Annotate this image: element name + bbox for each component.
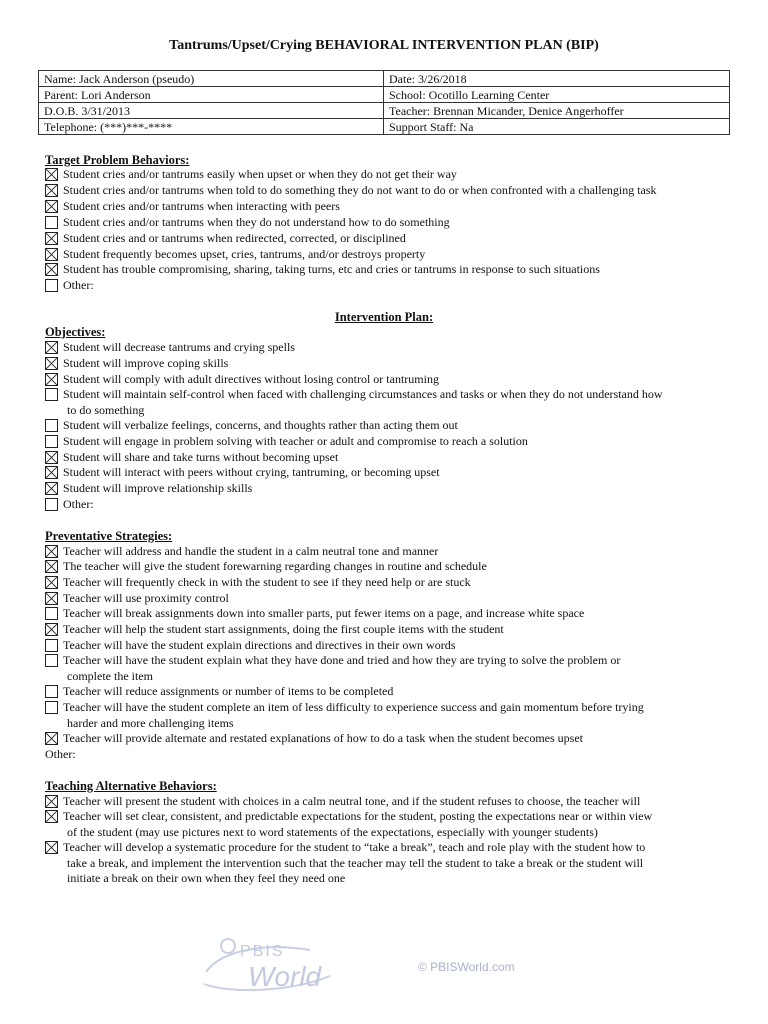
strategy-item (45, 622, 735, 638)
item-text: Teacher will have the student explain what they have done and tried and how they are trying to solve the problem or (63, 653, 621, 667)
pbisworld-logo (200, 932, 400, 996)
checkbox[interactable] (45, 639, 58, 652)
strategy-item (45, 731, 735, 747)
checkbox[interactable] (45, 216, 58, 229)
objective-item (45, 497, 735, 513)
item-text: Student cries and/or tantrums easily when upset or when they do not get their way (63, 167, 457, 181)
teaching-item (45, 840, 735, 887)
item-text: Student cries and/or tantrums when interacting with peers (63, 199, 340, 213)
item-text: Teacher will address and handle the student in a calm neutral tone and manner (63, 544, 439, 558)
teaching-alternative-behaviors-heading: Teaching Alternative Behaviors: (45, 779, 217, 793)
checkbox[interactable] (45, 560, 58, 573)
checkbox[interactable] (45, 435, 58, 448)
checkbox[interactable] (45, 184, 58, 197)
item-text: Student will decrease tantrums and crying spells (63, 340, 295, 354)
item-text: Student cries and/or tantrums when told to do something they do not want to do or when confronted with a challenging task (63, 183, 657, 197)
item-text: Teacher will present the student with choices in a calm neutral tone, and if the student refuses to choose, the teacher will (63, 794, 641, 808)
item-text: Other: (63, 278, 94, 292)
objective-item (45, 450, 735, 466)
objective-item (45, 387, 735, 418)
item-text-continued: complete the item (67, 668, 153, 683)
checkbox[interactable] (45, 498, 58, 511)
teaching-item (45, 809, 735, 840)
strategy-item (45, 684, 735, 700)
teacher-cell: Teacher: Brennan Micander, Denice Angerhoffer (384, 103, 730, 119)
table-row (39, 71, 730, 87)
checkbox[interactable] (45, 810, 58, 823)
target-behavior-item (45, 215, 735, 231)
objective-item (45, 465, 735, 481)
item-text: Student cries and/or tantrums when they do not understand how to do something (63, 215, 450, 229)
objectives-heading: Objectives: (45, 325, 106, 339)
checkbox[interactable] (45, 623, 58, 636)
checkbox[interactable] (45, 248, 58, 261)
objective-item (45, 356, 735, 372)
name-cell: Name: Jack Anderson (pseudo) (39, 71, 384, 87)
item-text: Student will comply with adult directives without losing control or tantruming (63, 372, 439, 386)
checkbox[interactable] (45, 388, 58, 401)
checkbox[interactable] (45, 419, 58, 432)
checkbox[interactable] (45, 576, 58, 589)
strategy-item (45, 559, 735, 575)
checkbox[interactable] (45, 373, 58, 386)
item-text: Teacher will break assignments down into smaller parts, put fewer items on a page, and increase white space (63, 606, 585, 620)
item-text: Teacher will have the student explain directions and directives in their own words (63, 638, 456, 652)
strategy-item (45, 638, 735, 654)
objective-item (45, 418, 735, 434)
item-text-continued: of the student (may use pictures next to word statements of the expectations, especially with younger students) (67, 824, 598, 839)
checkbox[interactable] (45, 200, 58, 213)
preventative-other-label: Other: (45, 747, 76, 761)
checkbox[interactable] (45, 795, 58, 808)
logo-text-bottom: World (248, 961, 322, 992)
checkbox[interactable] (45, 607, 58, 620)
checkbox[interactable] (45, 263, 58, 276)
dob-cell: D.O.B. 3/31/2013 (39, 103, 384, 119)
checkbox[interactable] (45, 482, 58, 495)
item-text: Student will maintain self-control when faced with challenging circumstances and tasks or when they do not understand how (63, 387, 663, 401)
objective-item (45, 481, 735, 497)
checkbox[interactable] (45, 341, 58, 354)
item-text-continued: take a break, and implement the intervention such that the teacher may tell the student to take a break or the student will (67, 855, 644, 870)
strategy-item (45, 700, 735, 731)
item-text: Student will improve coping skills (63, 356, 229, 370)
item-text: Teacher will help the student start assignments, doing the first couple items with the student (63, 622, 504, 636)
item-text: Student will share and take turns without becoming upset (63, 450, 339, 464)
objective-item (45, 340, 735, 356)
checkbox[interactable] (45, 451, 58, 464)
date-cell: Date: 3/26/2018 (384, 71, 730, 87)
target-behavior-item (45, 199, 735, 215)
telephone-cell: Telephone: (***)***-**** (39, 119, 384, 135)
strategy-item (45, 575, 735, 591)
copyright-text: © PBISWorld.com (418, 960, 515, 974)
table-row (39, 87, 730, 103)
target-behavior-item (45, 247, 735, 263)
item-text-continued: initiate a break on their own when they feel they need one (67, 871, 346, 885)
checkbox[interactable] (45, 654, 58, 667)
item-text: Teacher will provide alternate and restated explanations of how to do a task when the student becomes upset (63, 731, 583, 745)
intervention-plan-heading-suffix: : (428, 310, 434, 324)
table-row (39, 119, 730, 135)
strategy-item (45, 544, 735, 560)
teaching-item (45, 794, 735, 810)
item-text: Teacher will reduce assignments or number of items to be completed (63, 684, 394, 698)
item-text: Teacher will use proximity control (63, 591, 229, 605)
table-row (39, 103, 730, 119)
checkbox[interactable] (45, 232, 58, 245)
item-text: The teacher will give the student forewarning regarding changes in routine and schedule (63, 559, 487, 573)
support-staff-cell: Support Staff: Na (384, 119, 730, 135)
checkbox[interactable] (45, 545, 58, 558)
objective-item (45, 434, 735, 450)
checkbox[interactable] (45, 357, 58, 370)
strategy-item (45, 653, 735, 684)
target-behavior-item (45, 167, 735, 183)
parent-cell: Parent: Lori Anderson (39, 87, 384, 103)
item-text: Student will verbalize feelings, concerns, and thoughts rather than acting them out (63, 418, 458, 432)
item-text: Teacher will have the student complete an item of less difficulty to experience success and gain momentum before trying (63, 700, 644, 714)
target-behavior-item (45, 278, 735, 294)
school-cell: School: Ocotillo Learning Center (384, 87, 730, 103)
item-text: Teacher will develop a systematic procedure for the student to “take a break”, teach and role play with the student how to (63, 840, 646, 854)
strategy-item (45, 591, 735, 607)
target-behaviors-heading-suffix: : (185, 153, 190, 167)
target-behavior-item (45, 262, 735, 278)
target-behaviors-heading (45, 152, 189, 168)
item-text: Student cries and or tantrums when redirected, corrected, or disciplined (63, 231, 406, 245)
checkbox[interactable] (45, 168, 58, 181)
target-behavior-item (45, 231, 735, 247)
target-behaviors-heading-text: Target Problem Behaviors (45, 153, 186, 167)
item-text: Student has trouble compromising, sharing, taking turns, etc and cries or tantrums in response to such situations (63, 262, 600, 276)
item-text: Student will engage in problem solving with teacher or adult and compromise to reach a solution (63, 434, 528, 448)
checkbox[interactable] (45, 701, 58, 714)
item-text: Teacher will set clear, consistent, and predictable expectations for the student, posting the expectations near or within view (63, 809, 653, 823)
item-text: Student will improve relationship skills (63, 481, 253, 495)
strategy-item (45, 606, 735, 622)
item-text: Student will interact with peers without crying, tantruming, or becoming upset (63, 465, 440, 479)
checkbox[interactable] (45, 279, 58, 292)
logo-text-top: PBIS (240, 943, 285, 960)
checkbox[interactable] (45, 466, 58, 479)
item-text: Teacher will frequently check in with the student to see if they need help or are stuck (63, 575, 471, 589)
objective-item (45, 372, 735, 388)
preventative-strategies-heading: Preventative Strategies: (45, 529, 173, 543)
target-behavior-item (45, 183, 735, 199)
item-text-continued: harder and more challenging items (67, 715, 234, 730)
checkbox[interactable] (45, 685, 58, 698)
item-text-continued: to do something (67, 402, 145, 417)
intervention-plan-heading (0, 309, 768, 325)
checkbox[interactable] (45, 592, 58, 605)
checkbox[interactable] (45, 841, 58, 854)
document-title: Tantrums/Upset/Crying BEHAVIORAL INTERVENTION PLAN (BIP) (169, 38, 599, 53)
student-info-table (38, 70, 730, 135)
item-text: Other: (63, 497, 94, 511)
checkbox[interactable] (45, 732, 58, 745)
item-text: Student frequently becomes upset, cries, tantrums, and/or destroys property (63, 247, 426, 261)
intervention-plan-heading-text: Intervention Plan (334, 310, 429, 324)
